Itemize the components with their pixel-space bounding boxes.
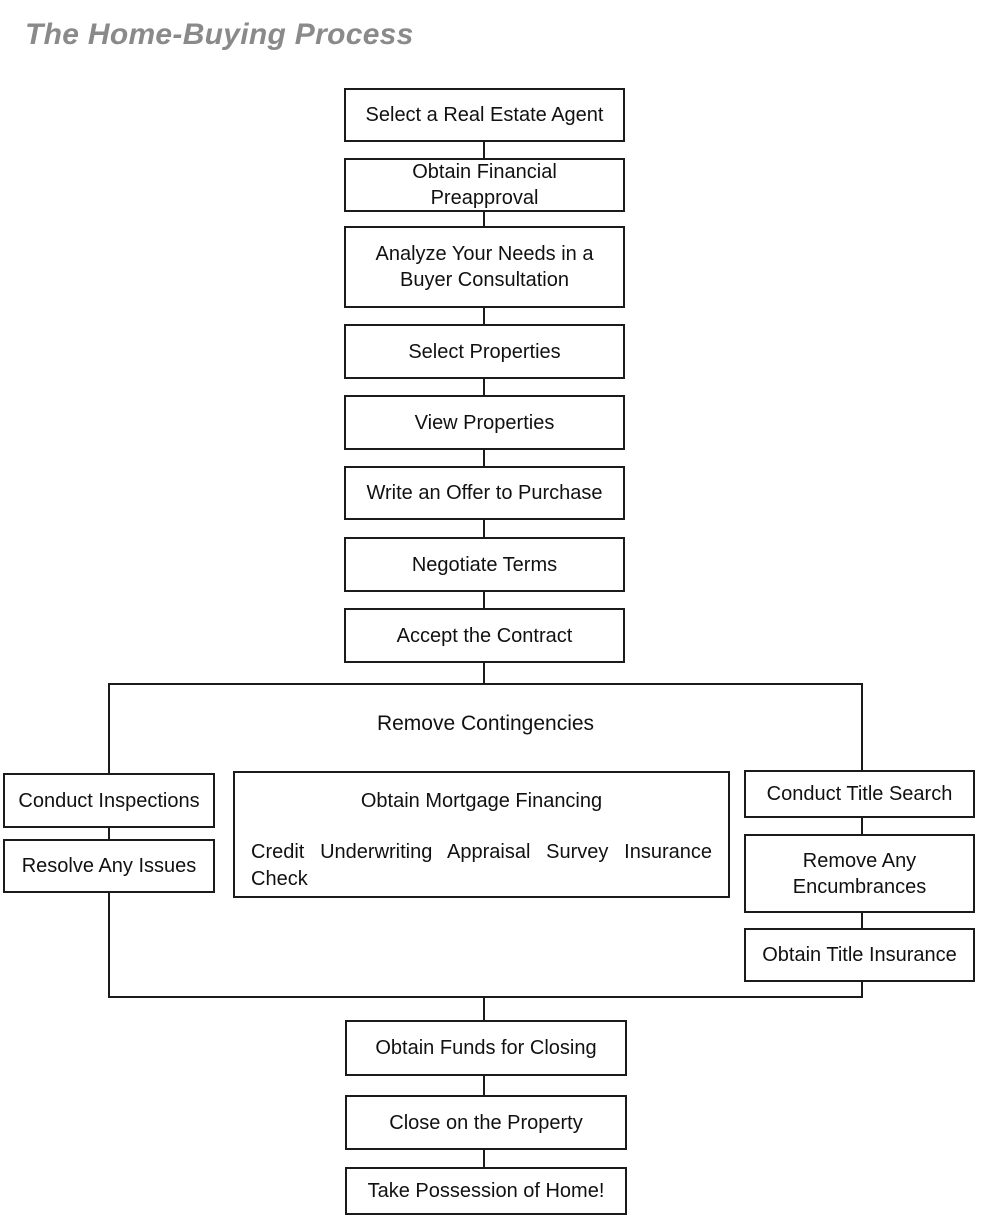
step-negotiate-terms: Negotiate Terms [344, 537, 625, 592]
connector-line [483, 142, 485, 158]
step-write-offer-to-purchase: Write an Offer to Purchase [344, 466, 625, 520]
step-obtain-funds-for-closing: Obtain Funds for Closing [345, 1020, 627, 1076]
page-title: The Home-Buying Process [25, 18, 414, 51]
connector-line [483, 308, 485, 324]
step-close-on-the-property: Close on the Property [345, 1095, 627, 1150]
mortgage-financing-title: Obtain Mortgage Financing [360, 790, 603, 812]
step-conduct-inspections: Conduct Inspections [3, 773, 215, 828]
connector-line [483, 520, 485, 537]
connector-line [483, 379, 485, 395]
connector-line [483, 1076, 485, 1095]
mortgage-financing-box [233, 771, 730, 898]
step-resolve-any-issues: Resolve Any Issues [3, 839, 215, 893]
step-select-properties: Select Properties [344, 324, 625, 379]
step-analyze-needs-buyer-consultation: Analyze Your Needs in a Buyer Consultation [344, 226, 625, 308]
remove-contingencies-label: Remove Contingencies [376, 712, 595, 735]
connector-line [483, 1150, 485, 1167]
step-conduct-title-search: Conduct Title Search [744, 770, 975, 818]
step-accept-the-contract: Accept the Contract [344, 608, 625, 663]
step-remove-any-encumbrances: Remove Any Encumbrances [744, 834, 975, 913]
mortgage-financing-items: Credit Underwriting Appraisal Survey Insurance Check [251, 841, 712, 890]
connector-line [483, 998, 485, 1020]
connector-line [483, 592, 485, 608]
step-obtain-title-insurance: Obtain Title Insurance [744, 928, 975, 982]
step-take-possession-of-home: Take Possession of Home! [345, 1167, 627, 1215]
step-obtain-financial-preapproval: Obtain Financial Preapproval [344, 158, 625, 212]
step-select-real-estate-agent: Select a Real Estate Agent [344, 88, 625, 142]
connector-line [483, 450, 485, 466]
connector-line [483, 212, 485, 226]
connector-line [483, 663, 485, 683]
step-view-properties: View Properties [344, 395, 625, 450]
